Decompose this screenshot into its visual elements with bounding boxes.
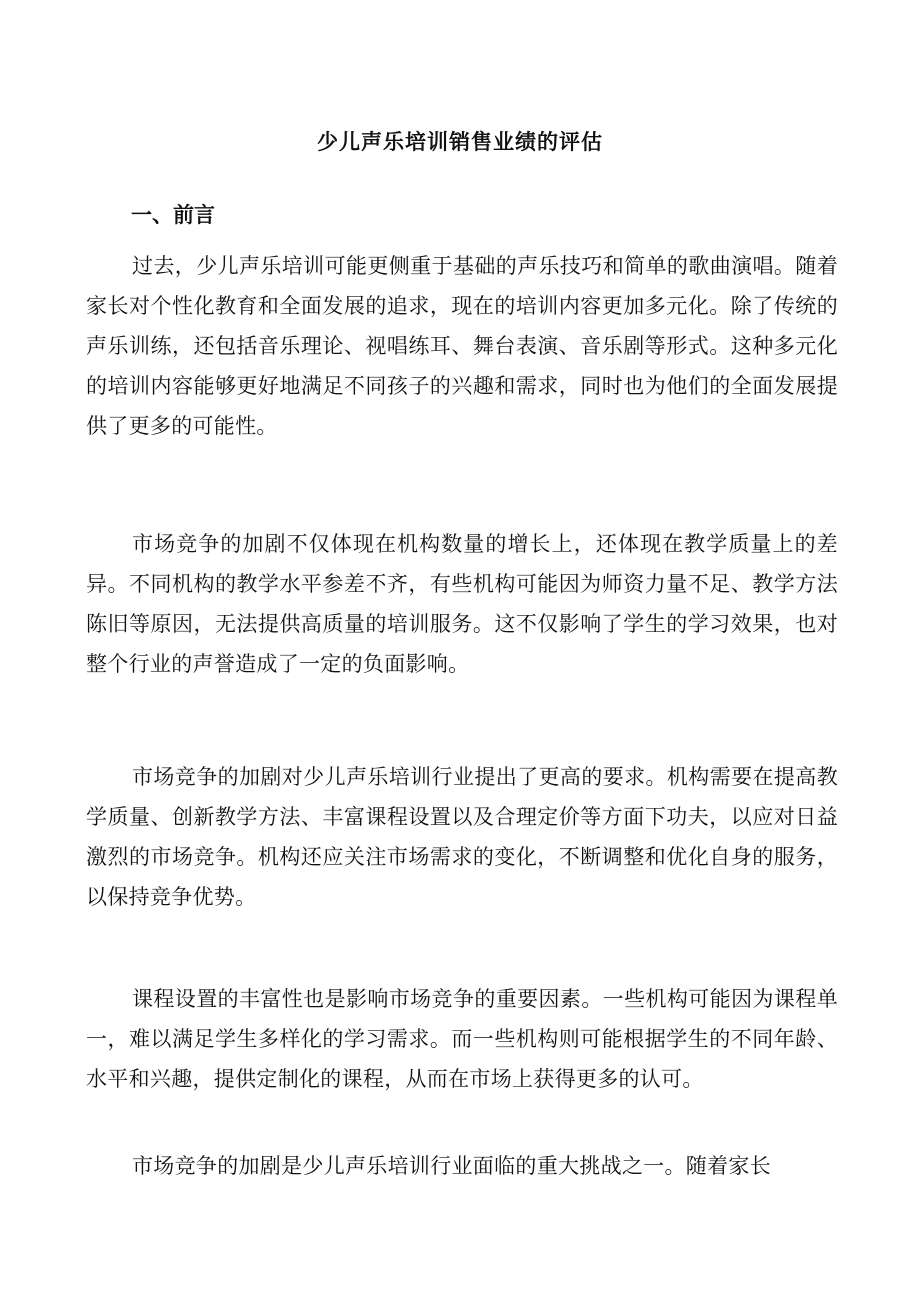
document-title: 少儿声乐培训销售业绩的评估 [317,129,603,154]
section-heading: 一、前言 [131,202,215,227]
paragraph: 市场竞争的加剧不仅体现在机构数量的增长上，还体现在教学质量上的差异。不同机构的教学水平参差不齐，有些机构可能因为师资力量不足、教学方法陈旧等原因，无法提供高质量的培训服务。这不仅影响了学生的学习效果，也对整个行业的声誉造成了一定的负面影响。 [86,532,838,676]
paragraph: 课程设置的丰富性也是影响市场竞争的重要因素。一些机构可能因为课程单一，难以满足学生多样化的学习需求。而一些机构则可能根据学生的不同年龄、水平和兴趣，提供定制化的课程，从而在市场上获得更多的认可。 [86,987,838,1091]
paragraph: 市场竞争的加剧是少儿声乐培训行业面临的重大挑战之一。随着家长 [132,1154,771,1178]
paragraph: 市场竞争的加剧对少儿声乐培训行业提出了更高的要求。机构需要在提高教学质量、创新教学方法、丰富课程设置以及合理定价等方面下功夫，以应对日益激烈的市场竞争。机构还应关注市场需求的变化，不断调整和优化自身的服务，以保持竞争优势。 [86,765,838,909]
paragraph: 过去，少儿声乐培训可能更侧重于基础的声乐技巧和简单的歌曲演唱。随着家长对个性化教育和全面发展的追求，现在的培训内容更加多元化。除了传统的声乐训练，还包括音乐理论、视唱练耳、舞台表演、音乐剧等形式。这种多元化的培训内容能够更好地满足不同孩子的兴趣和需求，同时也为他们的全面发展提供了更多的可能性。 [86,254,838,438]
